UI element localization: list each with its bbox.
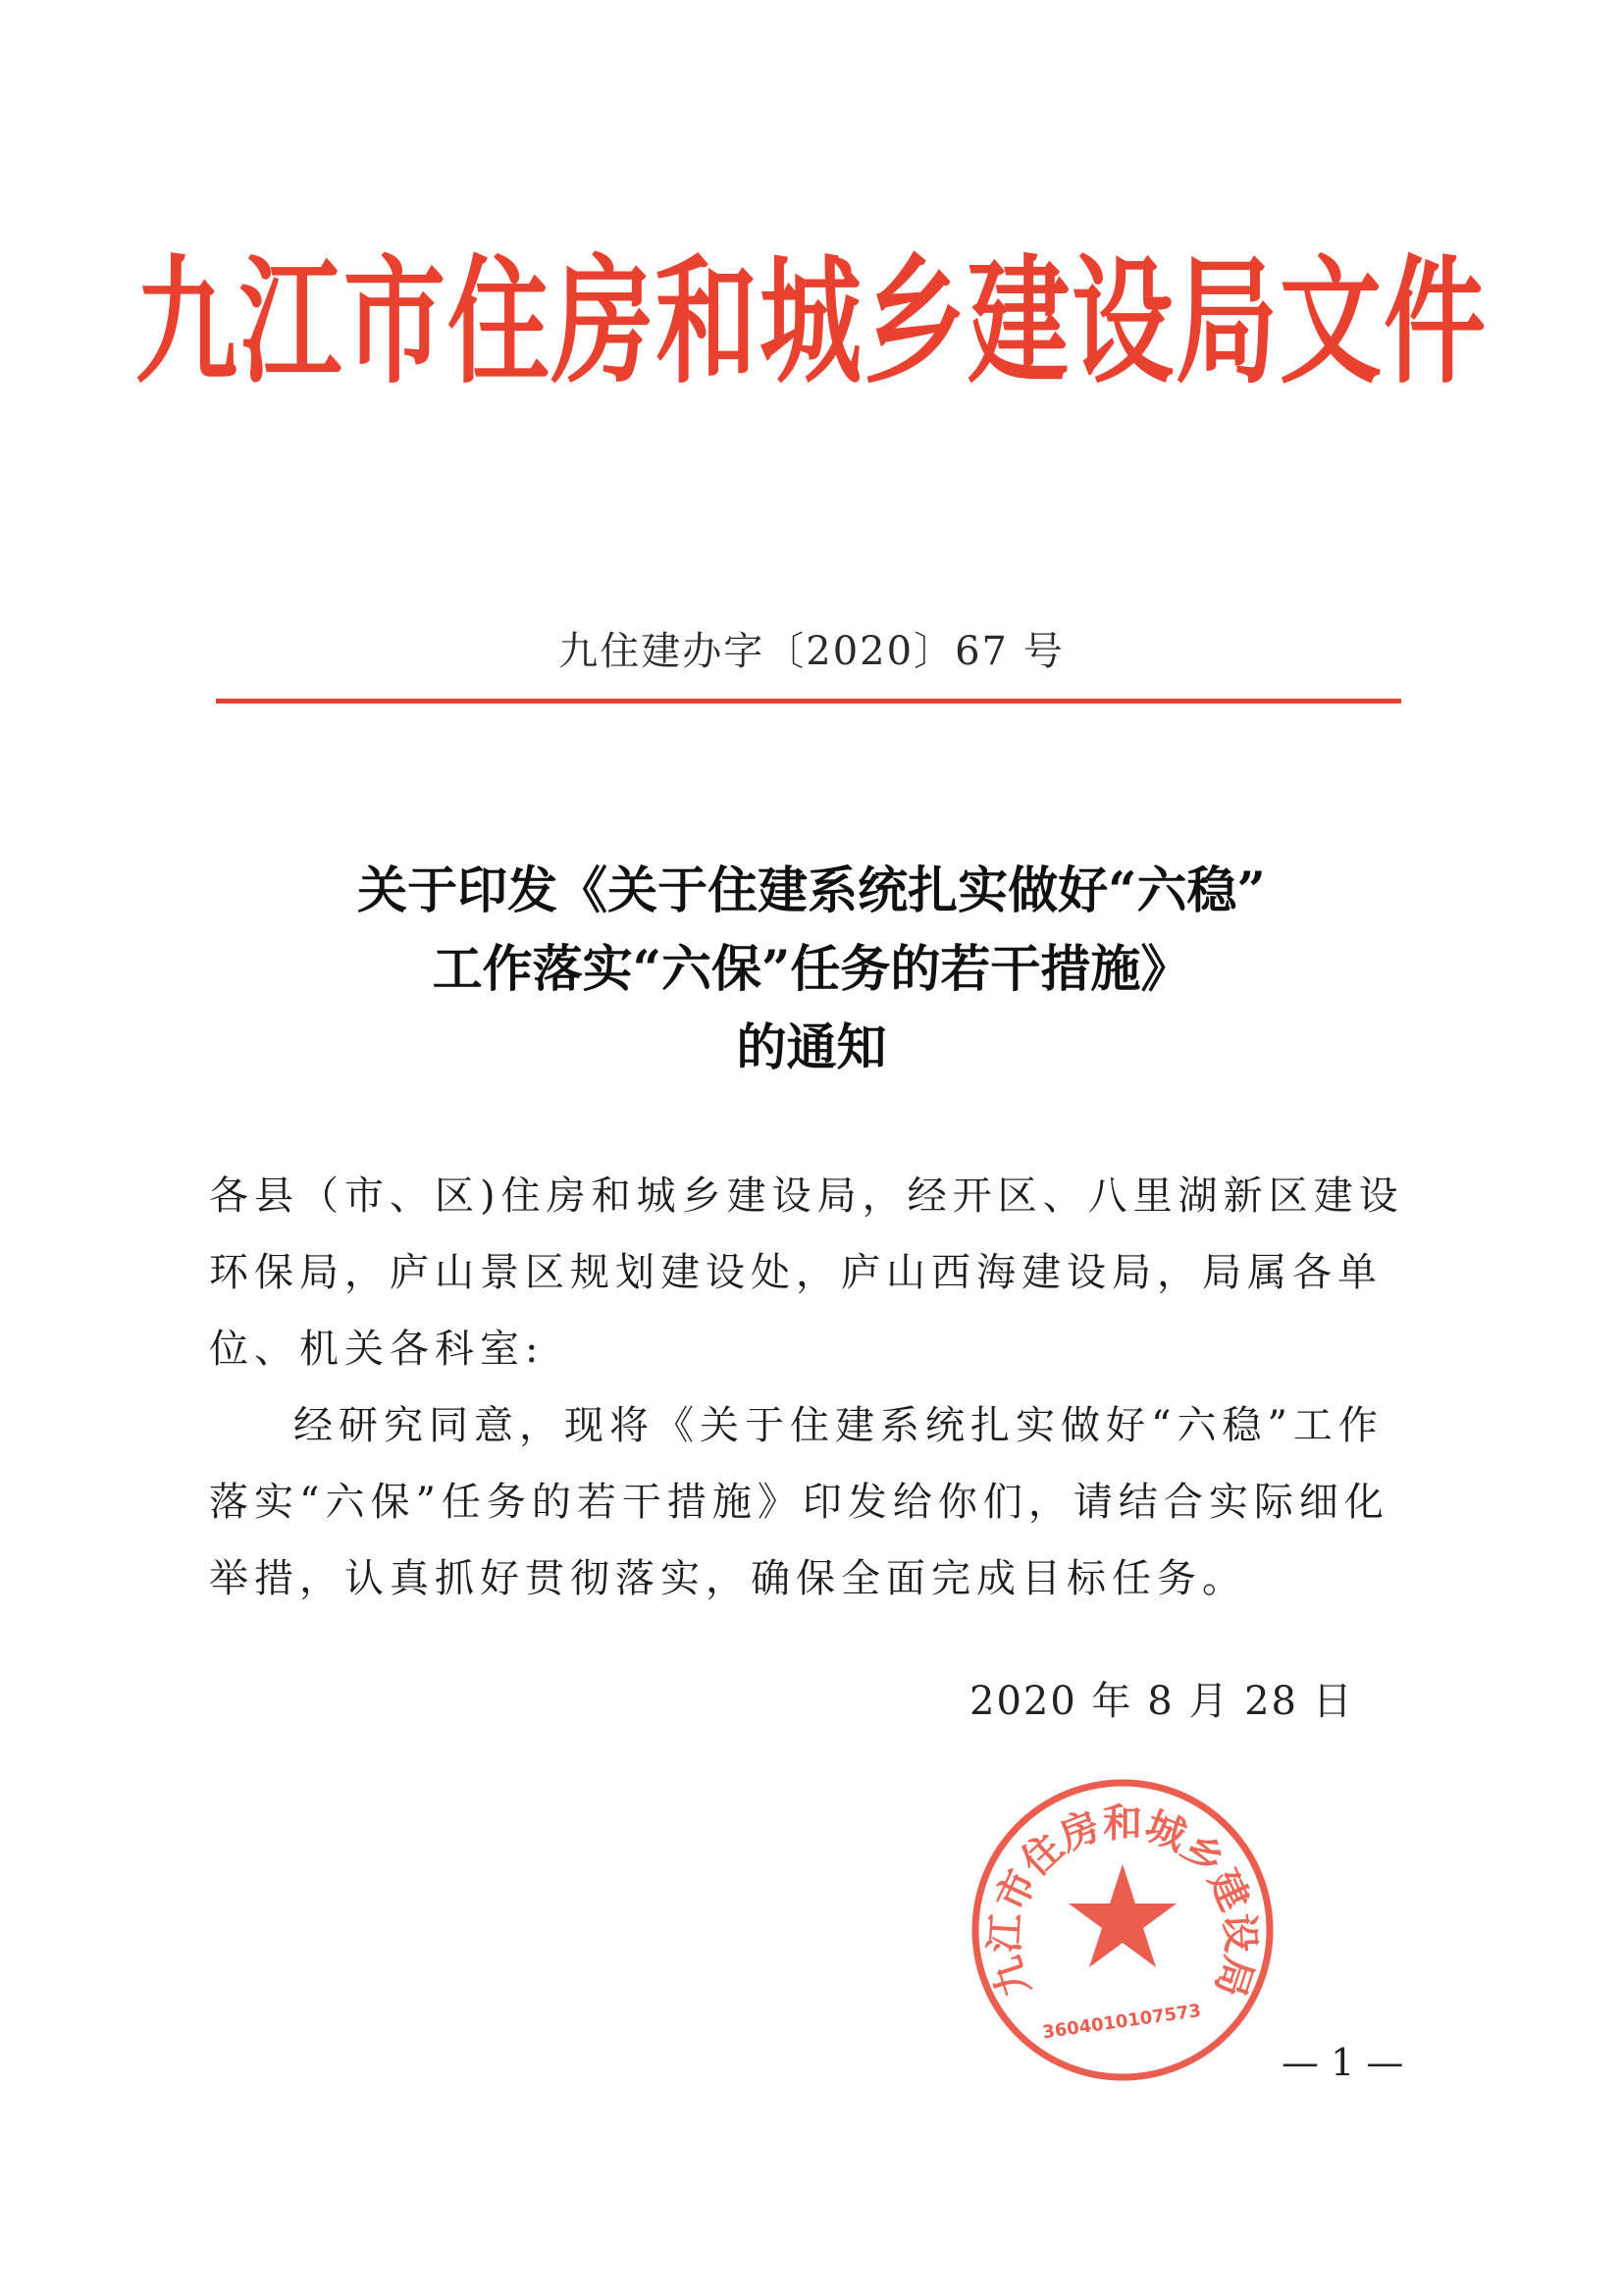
notice-title-line-2: 工作落实“六保”任务的若干措施》 (432, 940, 1191, 999)
document-number: 九住建办字〔2020〕67 号 (558, 629, 1065, 674)
body-paragraph: 经研究同意，现将《关于住建系统扎实做好“六稳”工作落实“六保”任务的若干措施》印发给你们，请结合实际细化举措，认真抓好贯彻落实，确保全面完成目标任务。 (209, 1403, 1389, 1601)
signing-date: 2020 年 8 月 28 日 (969, 1679, 1354, 1724)
notice-title-line-1: 关于印发《关于住建系统扎实做好“六稳” (357, 861, 1266, 920)
page-number: — 1 — (1282, 2041, 1404, 2084)
salutation-paragraph: 各县（市、区)住房和城乡建设局，经开区、八里湖新区建设环保局，庐山景区规划建设处，庐山西海建设局，局属各单位、机关各科室: (209, 1174, 1404, 1372)
seal-text: 九江市住房和城乡建设局 (981, 1800, 1264, 2003)
seal-code: 3604010107573 (1041, 2000, 1203, 2044)
official-seal (967, 1774, 1279, 2086)
header-divider (216, 699, 1401, 704)
document-header-title: 九江市住房和城乡建设局文件 (134, 239, 1488, 403)
notice-title (0, 852, 1623, 1087)
star-icon (1069, 1864, 1177, 1967)
notice-title-line-3: 的通知 (736, 1018, 887, 1077)
